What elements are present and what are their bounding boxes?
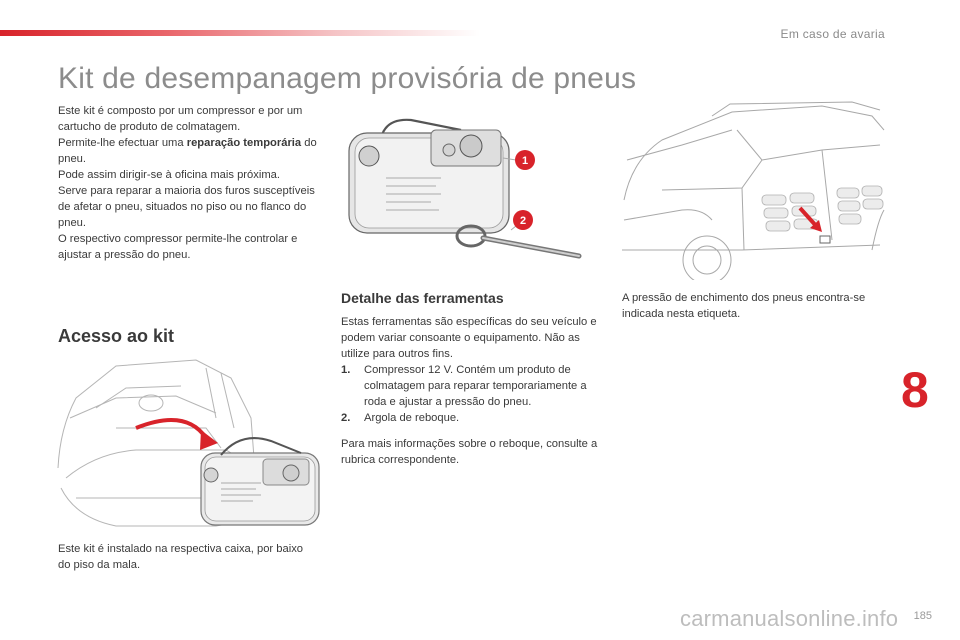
header-accent-bar [0,30,480,36]
intro-line: Este kit é composto por um compressor e por um cartucho de produto de colmatagem. [58,105,303,133]
access-caption: Este kit é instalado na respectiva caixa, por baixo do piso da mala. [58,543,304,571]
tool-list [341,362,606,426]
list-item-text: Argola de reboque. [364,412,460,424]
detail-intro: Estas ferramentas são específicas do seu veículo e podem variar consoante o equipamento. Não as utilize para outros fins. [341,316,597,360]
list-item-number: 2. [341,412,351,424]
callout-2-badge [511,210,533,230]
list-item-text: Compressor 12 V. Contém um produto de colmatagem para reparar temporariamente a roda e ajustar a pressão do pneu. [364,364,587,408]
callout-1-label: 1 [521,155,529,167]
intro-line: O respectivo compressor permite-lhe controlar e ajustar a pressão do pneu. [58,233,298,261]
intro-bold-term: reparação temporária [186,137,302,149]
intro-text [58,103,320,263]
chapter-number: 8 [901,362,929,418]
page-number: 185 [913,610,932,622]
intro-line: Serve para reparar a maioria dos furos susceptíveis de afetar o pneu, situados no piso ou no flanco do pneu. [58,185,315,229]
pressure-label-caption: A pressão de enchimento dos pneus encontra-se indicada nesta etiqueta. [622,292,866,320]
callout-2-label: 2 [519,215,527,227]
tools-illustration [341,108,611,276]
intro-text-part: Permite-lhe efectuar uma [58,137,187,149]
intro-line: Pode assim dirigir-se à oficina mais próxima. [58,169,280,181]
detail-body [341,314,606,468]
car-door-illustration [622,100,887,280]
page-title: Kit de desempanagem provisória de pneus [58,62,637,95]
detail-heading: Detalhe das ferramentas [341,290,504,306]
intro-text-part: do pneu. [58,137,317,165]
trunk-illustration [56,358,321,530]
more-info-text: Para mais informações sobre o reboque, consulte a rubrica correspondente. [341,438,598,466]
list-item [341,362,606,410]
list-item [341,410,606,426]
watermark-text: carmanualsonline.info [680,606,899,631]
intro-line [58,135,320,167]
list-item-number: 1. [341,364,351,376]
section-name: Em caso de avaria [780,27,885,41]
access-heading: Acesso ao kit [58,326,175,346]
